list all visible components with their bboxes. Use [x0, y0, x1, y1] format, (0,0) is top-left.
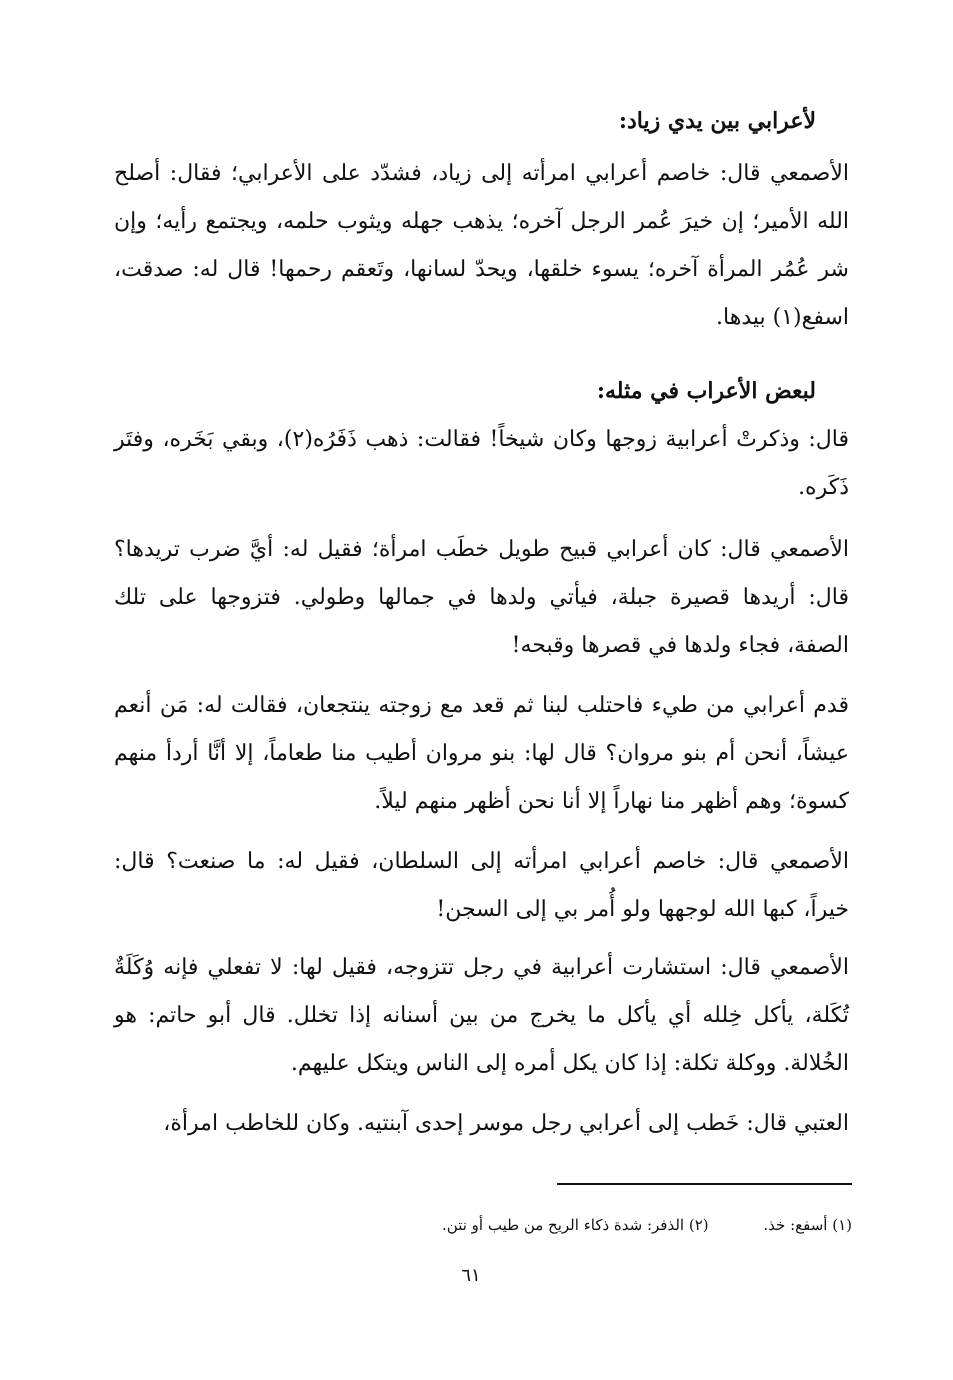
- section-heading: لأعرابي بين يدي زياد:: [618, 108, 816, 134]
- paragraph: [114, 838, 849, 934]
- paragraph: [114, 526, 849, 670]
- footnote-divider: [557, 1183, 852, 1185]
- paragraph-text: الأصمعي قال: خاصم أعرابي امرأته إلى زياد، فشدّد على الأعرابي؛ فقال: أصلح الله الأمير؛ إن خيرَ عُمر الرجل آخره؛ يذهب جهله ويثوب حلمه، ويجتمع رأيه؛ وإن شر عُمُر المرأة آخره؛ يسوء خلقها، ويحدّ لسانها، وتَعقم رحمها! قال له: صدقت، اسفع(١) بيدها.: [114, 161, 849, 330]
- page-number: ٦١: [461, 1265, 481, 1286]
- paragraph-text: قال: وذكرتْ أعرابية زوجها وكان شيخاً! فقالت: ذهب ذَفَرُه(٢)، وبقي بَخَره، وفتَر ذَكَره.: [114, 427, 849, 500]
- paragraph-text: الأصمعي قال: خاصم أعرابي امرأته إلى السلطان، فقيل له: ما صنعت؟ قال: خيراً، كبها الله لوجهها ولو أُمر بي إلى السجن!: [114, 849, 849, 922]
- paragraph: [114, 150, 849, 342]
- paragraph: [114, 1100, 849, 1148]
- footnote-2: (٢) الذفر: شدة ذكاء الريح من طيب أو نتن.: [442, 1216, 709, 1234]
- paragraph-text: العتبي قال: خَطب إلى أعرابي رجل موسر إحدى آبنتيه. وكان للخاطب امرأة،: [163, 1111, 849, 1136]
- paragraph: [114, 682, 849, 826]
- footnote-1: (١) أسفع: خذ.: [763, 1216, 852, 1234]
- paragraph: [114, 944, 849, 1088]
- paragraph: [114, 416, 849, 512]
- section-heading: لبعض الأعراب في مثله:: [596, 378, 816, 404]
- footnotes: [292, 1213, 852, 1237]
- paragraph-text: قدم أعرابي من طيء فاحتلب لبنا ثم قعد مع زوجته ينتجعان، فقالت له: مَن أنعم عيشاً، أنحن أم بنو مروان؟ قال لها: بنو مروان أطيب منا طعاماً، إلا أنَّا أردأ منهم كسوة؛ وهم أظهر منا نهاراً إلا أنا نحن أظهر منهم ليلاً.: [114, 693, 849, 814]
- paragraph-text: الأصمعي قال: كان أعرابي قبيح طويل خطَب امرأة؛ فقيل له: أيَّ ضرب تريدها؟ قال: أريدها قصيرة جبلة، فيأتي ولدها في جمالها وطولي. فتزوجها على تلك الصفة، فجاء ولدها في قصرها وقبحه!: [114, 537, 849, 658]
- paragraph-text: الأصمعي قال: استشارت أعرابية في رجل تتزوجه، فقيل لها: لا تفعلي فإنه وُكَلَةٌ تُكَلة، يأكل خِلله أي يأكل ما يخرج من بين أسنانه إذا تخلل. قال أبو حاتم: هو الخُلالة. ووكلة تكلة: إذا كان يكل أمره إلى الناس ويتكل عليهم.: [114, 955, 849, 1076]
